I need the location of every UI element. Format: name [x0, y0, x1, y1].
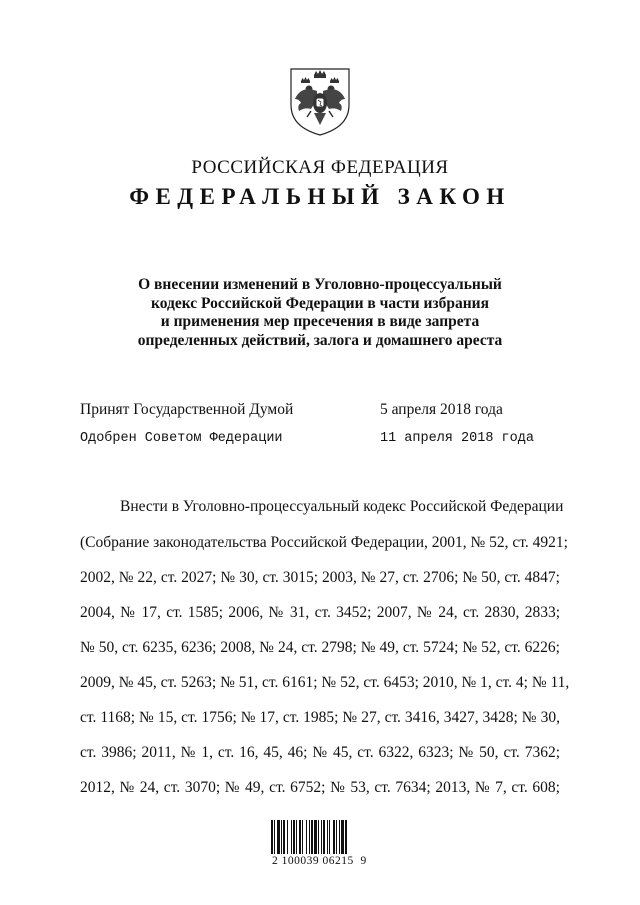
barcode-bar: [302, 820, 303, 854]
barcode-bar: [277, 820, 280, 854]
barcode-bar: [287, 820, 288, 854]
barcode-bar: [271, 820, 273, 854]
approval-date: 11 апреля 2018 года: [380, 431, 534, 446]
barcode-bar: [299, 820, 301, 854]
barcode-bar: [336, 820, 337, 854]
body-line: ст. 1168; № 15, ст. 1756; № 17, ст. 1985; № 27, ст. 3416, 3427, 3428; № 30,: [80, 709, 560, 726]
subject-line: кодекс Российской Федерации в части избрания: [151, 294, 489, 312]
barcode-bar: [311, 820, 313, 854]
barcode-bar: [327, 820, 328, 854]
barcode-bar: [291, 820, 292, 854]
approved-by: Одобрен Советом Федерации: [80, 431, 283, 446]
coat-of-arms-icon: [287, 65, 353, 137]
barcode-bar: [314, 820, 317, 854]
barcode-bar: [318, 820, 319, 854]
body-line: Внести в Уголовно-процессуальный кодекс Российской Федерации: [120, 498, 564, 515]
subject-line: и применения мер пресечения в виде запрета: [160, 313, 480, 330]
barcode-bar: [329, 820, 330, 854]
body-line: 2009, № 45, ст. 5263; № 51, ст. 6161; № 52, ст. 6453; 2010, № 1, ст. 4; № 11,: [80, 674, 570, 691]
body-line: 2004, № 17, ст. 1585; 2006, № 31, ст. 3452; 2007, № 24, ст. 2830, 2833;: [80, 604, 560, 621]
barcode-bar: [339, 820, 340, 854]
barcode-bar: [283, 820, 285, 854]
barcode-bar: [345, 820, 347, 854]
barcode: [270, 820, 372, 854]
country-name: РОССИЙСКАЯ ФЕДЕРАЦИЯ: [191, 157, 449, 178]
barcode-bar: [293, 820, 295, 854]
subject-line: определенных действий, залога и домашнего ареста: [137, 331, 503, 349]
barcode-bar: [333, 820, 335, 854]
body-line: (Собрание законодательства Российской Федерации, 2001, № 52, ст. 4921;: [80, 534, 568, 551]
body-line: ст. 3986; 2011, № 1, ст. 16, 45, 46; № 45, ст. 6322, 6323; № 50, ст. 7362;: [80, 744, 560, 761]
adopted-by: Принят Государственной Думой: [80, 401, 294, 418]
barcode-bar: [306, 820, 307, 854]
barcode-bar: [281, 820, 282, 854]
barcode-bar: [321, 820, 322, 854]
barcode-bar: [274, 820, 275, 854]
body-line: 2002, № 22, ст. 2027; № 30, ст. 3015; 2003, № 27, ст. 2706; № 50, ст. 4847;: [80, 569, 560, 586]
barcode-bar: [341, 820, 344, 854]
document-type-title: ФЕДЕРАЛЬНЫЙ ЗАКОН: [129, 184, 511, 209]
law-subject: [100, 276, 540, 350]
subject-line: О внесении изменений в Уголовно-процессуальный: [138, 276, 502, 293]
body-line: № 50, ст. 6235, 6236; 2008, № 24, ст. 2798; № 49, ст. 5724; № 52, ст. 6226;: [80, 639, 560, 656]
adoption-date: 5 апреля 2018 года: [380, 401, 503, 418]
barcode-bar: [309, 820, 310, 854]
body-line: 2012, № 24, ст. 3070; № 49, ст. 6752; № 53, ст. 7634; 2013, № 7, ст. 608;: [80, 779, 560, 796]
barcode-bar: [296, 820, 297, 854]
barcode-bar: [323, 820, 325, 854]
barcode-number: 2 100039 06215 9: [272, 855, 367, 867]
